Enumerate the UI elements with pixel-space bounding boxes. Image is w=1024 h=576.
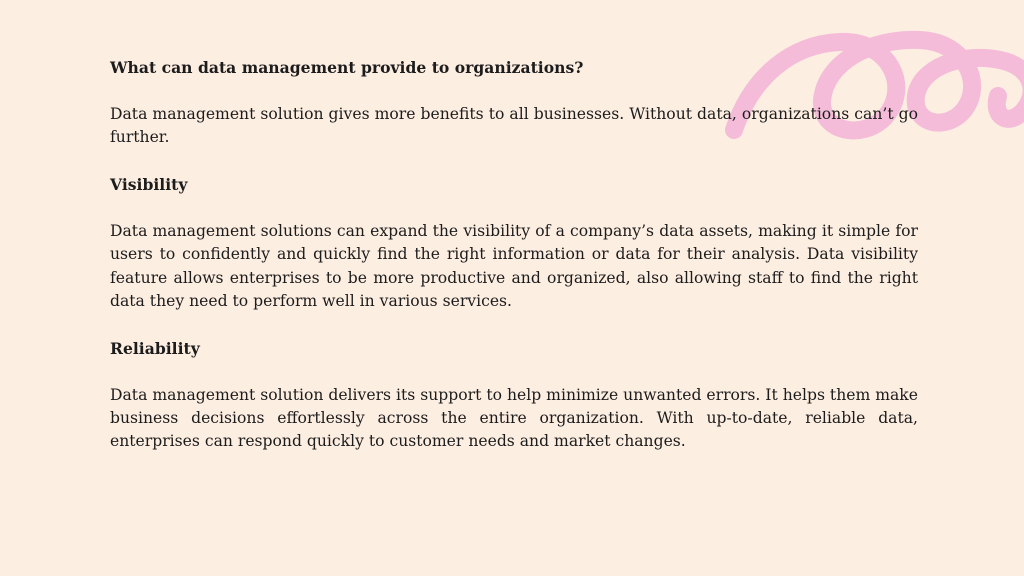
reliability-paragraph: Data management solution delivers its support to help minimize unwanted errors. It helps them make business decisions effortlessly across the entire organization. With up-to-date, reliable data, enterprises can respond quickly to customer needs and market changes. <box>110 385 918 451</box>
visibility-heading: Visibility <box>110 175 188 194</box>
question-heading: What can data management provide to organizations? <box>110 58 584 77</box>
visibility-paragraph: Data management solutions can expand the visibility of a company’s data assets, making it simple for users to confidently and quickly find the right information or data for their analysis. Data visibility feature allows enterprises to be more productive and organized, also allowing staff to find the right data they need to perform well in various services. <box>110 221 918 311</box>
intro-paragraph: Data management solution gives more benefits to all businesses. Without data, organizations can’t go further. <box>110 104 918 147</box>
slide-content <box>110 56 918 477</box>
reliability-heading: Reliability <box>110 338 200 358</box>
